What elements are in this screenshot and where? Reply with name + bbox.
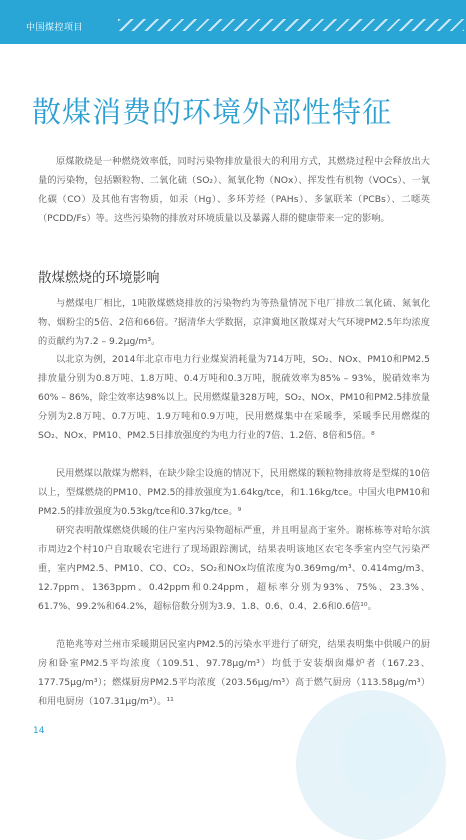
body-paragraph-4: 研究表明散煤燃烧供暖的住户室内污染物超标严重，并且明显高于室外。谢栋栋等对哈尔滨市周边2个村10户自取暖农宅进行了现场跟踪测试，结果表明该地区农宅冬季室内空气污染严重，室内PM2.5、PM10、CO、CO₂、SO₂和NOx均值浓度为0.369mg/m³、0.414mg/m3、12.7ppm、1363ppm、0.42ppm和0.24ppm，超标率分别为93%、75%、23.3%、61.7%、99.2%和64.2%，超标倍数分别为3.9、1.8、0.6、0.4、2.6和0.6倍¹⁰。	[38, 525, 430, 612]
decorative-circle	[340, 710, 430, 800]
body-paragraph-2: 以北京为例，2014年北京市电力行业煤炭消耗量为714万吨，SO₂、NOx、PM10和PM2.5排放量分别为0.8万吨、1.8万吨、0.4万吨和0.3万吨，脱硫效率为85% – 93%，脱硝效率为60% – 86%，除尘效率达98%以上。民用燃煤量328万吨，SO₂、NOx、PM10和PM2.5排放量分别为2.8万吨、0.7万吨、1.9万吨和0.9万吨，民用燃煤集中在采暖季，采暖季民用燃煤的SO₂、NOx、PM10、PM2.5日排放强度约为电力行业的7倍、1.2倍、8倍和5倍。⁸	[38, 354, 430, 441]
body-paragraph-3: 民用燃煤以散煤为燃料，在缺少除尘设施的情况下，民用燃煤的颗粒物排放将是型煤的10倍以上，型煤燃烧的PM10、PM2.5的排放强度为1.64kg/tce，和1.16kg/tce。中国火电PM10和PM2.5的排放强度为0.53kg/tce和0.37kg/tce。⁹	[38, 468, 430, 517]
header-hatch-pattern	[118, 19, 464, 31]
page-title: 散煤消费的环境外部性特征	[32, 95, 393, 129]
section-heading: 散煤燃烧的环境影响	[38, 270, 160, 286]
page-number: 14	[33, 726, 45, 736]
body-paragraph-5: 范艳兆等对兰州市采暖期居民室内PM2.5的污染水平进行了研究，结果表明集中供暖户的厨房和卧室PM2.5平均浓度（109.51、97.78μg/m³）均低于安装烟囱爆炉者（167.23、177.75μg/m³）；燃煤厨房PM2.5平均浓度（203.56μg/m³）高于燃气厨房（113.58μg/m³）和用电厨房（107.31μg/m³）。¹¹	[38, 639, 430, 707]
body-paragraph-1: 与燃煤电厂相比，1吨散煤燃烧排放的污染物约为等热量情况下电厂排放二氧化硫、氮氧化物、烟粉尘的5倍、2倍和66倍。⁷据清华大学数据，京津冀地区散煤对大气环境PM2.5年均浓度的贡献约为7.2 – 9.2μg/m³。	[38, 298, 430, 347]
intro-paragraph: 原煤散烧是一种燃烧效率低，同时污染物排放量很大的利用方式，其燃烧过程中会释放出大量的污染物，包括颗粒物、二氧化硫（SO₂）、氮氧化物（NOx）、挥发性有机物（VOCs）、一氧化碳（CO）及其他有害物质，如汞（Hg）、多环芳烃（PAHs）、多氯联苯（PCBs）、二噁英（PCDD/Fs）等。这些污染物的排放对环境质量以及暴露人群的健康带来一定的影响。	[38, 156, 430, 224]
header-label: 中国煤控项目	[26, 23, 84, 33]
header-bar	[0, 0, 466, 44]
